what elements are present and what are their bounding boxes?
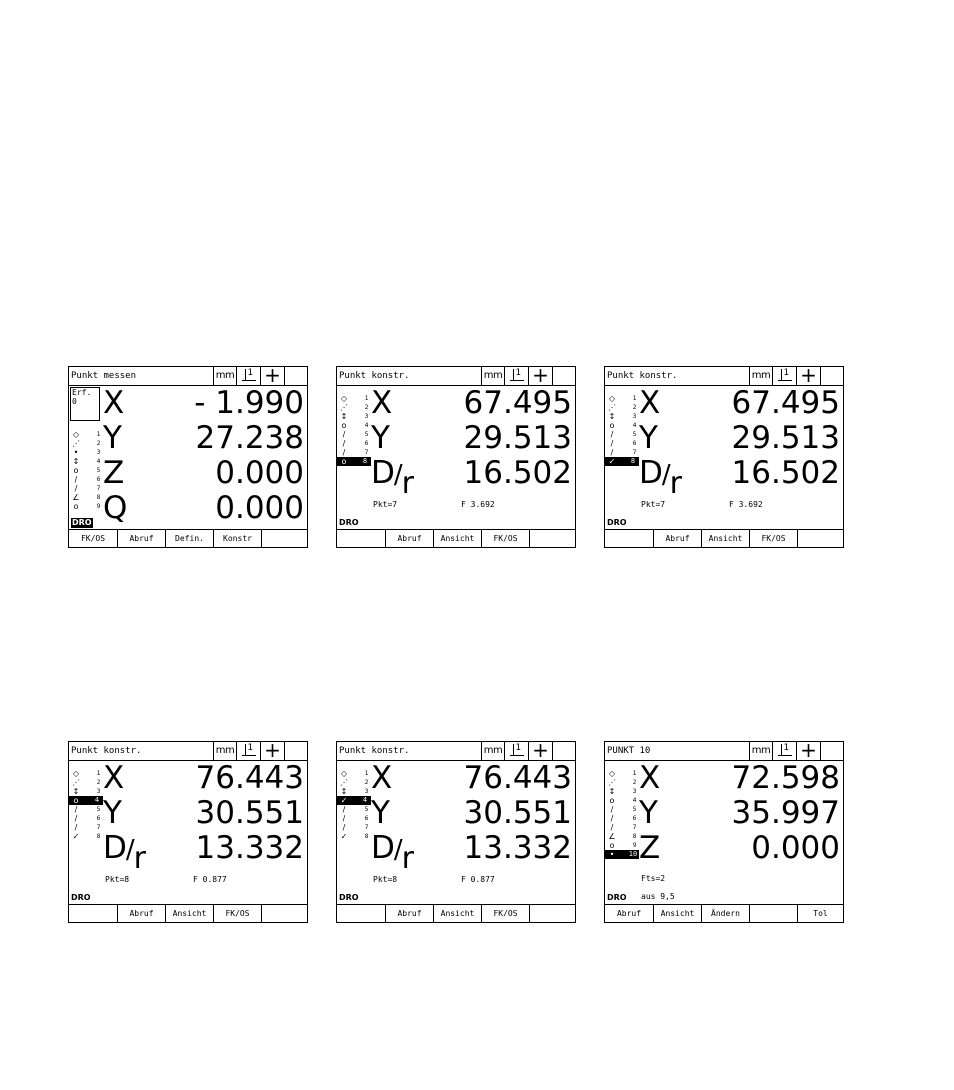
point-icon: • [609,850,615,859]
feature-item[interactable]: / 7 [337,823,371,832]
feature-item-selected[interactable]: ✓ 8 [605,457,639,466]
axis-value: 0.000 [751,830,840,866]
dro-label: DRO [607,893,627,902]
feature-item[interactable]: / 7 [69,484,103,493]
feature-item-selected[interactable]: ✓ 4 [337,796,371,805]
form-error: F 0.877 [193,875,227,884]
feature-item[interactable]: / 7 [337,448,371,457]
axis-label: Y [639,795,657,831]
circle-icon: o [341,421,347,430]
reference-icon: 1 [242,369,256,382]
softkey-bar [337,529,575,547]
feature-item[interactable]: / 5 [605,430,639,439]
axis-label: Z [103,455,124,491]
softkey-1[interactable]: Abruf [616,909,642,918]
unit-toggle-button[interactable]: mm [749,742,772,760]
axis-label: Y [371,795,389,831]
angle-icon: ∠ [72,493,80,502]
axis-row-x [371,386,575,421]
softkey-bar [69,904,307,922]
feature-panel [69,761,103,904]
feature-item[interactable]: o 4 [337,421,371,430]
softkey-4[interactable] [749,905,797,922]
title-bar [69,738,307,762]
form-error: F 3.692 [729,500,763,509]
softkey-3[interactable]: Ansicht [165,905,213,922]
axis-row-x [639,386,843,421]
feature-item[interactable]: / 6 [605,439,639,448]
axis-row-q [103,491,307,526]
crosshair-icon: + [800,363,817,387]
softkey-5[interactable]: Tol [797,905,843,922]
point-icon: • [73,448,79,457]
point-icon: ⋰ [340,778,348,787]
axis-value: 30.551 [195,795,304,831]
softkey-3[interactable]: Ansicht [433,530,481,547]
reference-button[interactable] [504,742,528,760]
feature-panel [605,761,639,904]
reference-button[interactable] [504,367,528,385]
crosshair-button[interactable] [796,363,820,387]
line-icon: / [342,814,346,823]
feature-item[interactable]: ✓ 8 [337,832,371,841]
point-icon: ⋰ [608,778,616,787]
line-icon: / [342,430,346,439]
probe-icon: ◇ [608,769,616,778]
circle-icon: o [73,502,79,511]
axis-value: 72.598 [731,760,840,796]
line-icon: / [74,475,78,484]
feature-list [337,394,371,466]
crosshair-icon: + [800,738,817,762]
dro-label: DRO [71,893,91,902]
line-icon: / [342,448,346,457]
screen-title: Punkt konstr. [607,371,678,381]
axis-label: X [371,385,392,421]
axis-row-y [103,421,307,456]
circle-icon: o [609,796,615,805]
feature-item[interactable]: / 6 [337,439,371,448]
dro-screen-4 [68,738,308,923]
axis-row-z [639,831,843,866]
feature-item[interactable]: ↕ 4 [69,457,103,466]
point-icon: ⋰ [72,778,80,787]
axis-row-diameter [371,455,575,501]
distance-icon: ↕ [72,787,80,796]
line-icon: / [74,484,78,493]
angle-icon: ∠ [608,832,616,841]
feature-item[interactable]: ◇ 1 [69,430,103,439]
softkey-5[interactable] [797,530,843,547]
line-icon: / [342,823,346,832]
checkmark-icon: ✓ [340,796,348,805]
title-blank-box [820,367,843,385]
line-icon: / [610,805,614,814]
axis-value: 29.513 [731,420,840,456]
erf-box [70,387,100,421]
dro-label: DRO [339,893,359,902]
line-icon: / [610,448,614,457]
softkey-4[interactable]: FK/OS [749,530,797,547]
point-count: Pkt=7 [641,500,666,509]
axis-label: X [639,760,660,796]
axis-label: X [371,760,392,796]
line-icon: / [74,814,78,823]
softkey-bar [337,904,575,922]
softkey-3[interactable]: Ändern [701,905,749,922]
probe-icon: ◇ [340,769,348,778]
point-count: Pkt=7 [373,500,398,509]
circle-icon: o [609,421,615,430]
axis-value: 13.332 [463,830,572,866]
distance-icon: ↕ [340,412,348,421]
crosshair-button[interactable] [796,738,820,762]
circle-icon: o [73,796,79,805]
feature-item[interactable]: ⋰ 2 [72,778,101,787]
distance-icon: ↕ [608,412,616,421]
feature-item-selected[interactable]: o 4 [69,796,103,805]
feature-item[interactable]: ✓ 8 [69,832,103,841]
feature-item[interactable]: ◇ 1 [605,769,639,778]
softkey-bar [605,904,843,922]
feature-item[interactable]: ↕ 3 [337,787,371,796]
feature-list [337,769,371,841]
title-blank-box [552,742,575,760]
feature-source: aus 9,5 [641,892,675,901]
axis-value: 27.238 [195,420,304,456]
checkmark-icon: ✓ [72,832,80,841]
axis-row-x [103,761,307,796]
axis-row-y [639,421,843,456]
feature-item[interactable]: ↕ 3 [605,412,639,421]
axis-row-x [639,761,843,796]
title-blank-box [284,367,307,385]
feature-item-selected[interactable]: o 8 [337,457,371,466]
feature-item[interactable]: ∠ 8 [69,493,103,502]
feature-item[interactable]: ⋰ 2 [72,439,101,448]
axis-label: X [103,760,124,796]
softkey-2[interactable]: Abruf [385,905,433,922]
axis-value: 13.332 [195,830,304,866]
title-blank-box [552,367,575,385]
distance-icon: ↕ [340,787,348,796]
title-blank-box [820,742,843,760]
reference-icon: 1 [510,744,524,757]
unit-toggle-button[interactable]: mm [213,367,236,385]
softkey-2[interactable]: Abruf [117,530,165,547]
dro-label: DRO [607,518,627,527]
dro-screen-6 [604,738,844,923]
feature-item[interactable]: o 5 [69,466,103,475]
feature-item[interactable]: ⋰ 2 [608,778,637,787]
feature-panel [337,761,371,904]
softkey-1[interactable] [69,905,117,922]
softkey-1[interactable] [337,905,385,922]
softkey-5[interactable] [261,530,307,547]
feature-panel [605,386,639,529]
axis-row-x [103,386,307,421]
crosshair-button[interactable] [260,363,284,387]
line-icon: / [74,805,78,814]
feature-item[interactable]: / 5 [337,430,371,439]
feature-item[interactable]: ↕ 3 [69,787,103,796]
softkey-2[interactable]: Ansicht [653,905,701,922]
axis-row-diameter [639,455,843,501]
softkey-1[interactable] [605,530,653,547]
axis-value: 67.495 [731,385,840,421]
axis-value: 76.443 [195,760,304,796]
crosshair-icon: + [264,363,281,387]
axis-value: 35.997 [731,795,840,831]
reference-icon: 1 [778,369,792,382]
probe-icon: ◇ [72,769,80,778]
feature-item[interactable]: o 4 [605,421,639,430]
reference-button[interactable] [236,367,260,385]
title-bar [605,738,843,762]
axis-value: 16.502 [731,455,840,491]
softkey-3[interactable]: Ansicht [433,905,481,922]
circle-icon: o [609,841,615,850]
axis-label: Y [103,420,121,456]
softkey-3[interactable]: Ansicht [701,530,749,547]
axis-value: - 1.990 [194,385,304,421]
feature-item[interactable]: ∠ 8 [605,832,639,841]
title-bar [337,363,575,387]
feature-item[interactable]: ◇ 1 [337,394,371,403]
dro-label: DRO [72,518,92,527]
feature-item[interactable]: o 9 [69,502,103,511]
axis-value: 0.000 [215,455,304,491]
probe-icon: ◇ [340,394,348,403]
axis-label: X [639,385,660,421]
line-icon: / [610,439,614,448]
feature-item[interactable]: / 7 [69,823,103,832]
feature-item[interactable]: / 6 [69,475,103,484]
axis-label: X [103,385,124,421]
dro-screen-5 [336,738,576,923]
distance-icon: ↕ [608,787,616,796]
crosshair-icon: + [532,363,549,387]
screen-title: Punkt messen [71,371,137,381]
feature-item[interactable]: ◇ 1 [337,769,371,778]
probe-icon: ◇ [72,430,80,439]
axis-value: 30.551 [463,795,572,831]
line-icon: / [610,814,614,823]
dro-screen-1 [68,363,308,548]
point-icon: ⋰ [72,439,80,448]
screen-title: PUNKT 10 [607,746,651,756]
feature-item[interactable]: ◇ 1 [605,394,639,403]
unit-toggle-button[interactable]: mm [213,742,236,760]
axis-value: 0.000 [215,490,304,526]
softkey-1[interactable] [337,530,385,547]
feature-item[interactable]: o 9 [605,841,639,850]
dro-screen-2 [336,363,576,548]
unit-toggle-button[interactable]: mm [481,742,504,760]
feature-item[interactable]: / 6 [605,814,639,823]
softkey-1[interactable]: FK/OS [80,534,106,543]
unit-toggle-button[interactable]: mm [481,367,504,385]
axis-row-x [371,761,575,796]
softkey-5[interactable] [529,905,575,922]
reference-icon: 1 [510,369,524,382]
unit-toggle-button[interactable]: mm [749,367,772,385]
circle-icon: o [73,466,79,475]
crosshair-icon: + [532,738,549,762]
softkey-2[interactable]: Abruf [117,905,165,922]
axis-label: Y [371,420,389,456]
crosshair-button[interactable] [528,738,552,762]
softkey-bar [69,529,307,547]
axis-label: Z [639,830,660,866]
softkey-2[interactable]: Abruf [385,530,433,547]
feature-item[interactable]: ↕ 3 [605,787,639,796]
feature-item[interactable]: ↕ 3 [337,412,371,421]
reference-button[interactable] [772,742,796,760]
feature-item[interactable]: ⋰ 2 [340,778,369,787]
line-icon: / [342,805,346,814]
point-count: Pkt=8 [105,875,130,884]
reference-button[interactable] [772,367,796,385]
erf-label: Erf. [72,388,92,397]
axis-row-z [103,456,307,491]
feature-panel [337,386,371,529]
reference-button[interactable] [236,742,260,760]
dro-screen-3 [604,363,844,548]
axis-label: Y [103,795,121,831]
title-bar [337,738,575,762]
axis-label: Q [103,490,127,526]
softkey-4[interactable]: FK/OS [481,530,529,547]
feature-list [605,394,639,466]
feature-item-selected[interactable]: • 10 [605,850,639,859]
feature-list [69,430,103,511]
feature-item[interactable]: o 4 [605,796,639,805]
distance-icon: ↕ [72,457,80,466]
feature-item[interactable]: ⋰ 2 [608,403,637,412]
axis-row-y [371,421,575,456]
axis-label: D/r [371,830,413,876]
axis-value: 76.443 [463,760,572,796]
crosshair-button[interactable] [260,738,284,762]
axis-label: Y [639,420,657,456]
axis-label: D/r [639,455,681,501]
title-bar [605,363,843,387]
feature-item[interactable]: / 7 [605,448,639,457]
line-icon: / [610,823,614,832]
checkmark-icon: ✓ [608,457,616,466]
line-icon: / [610,430,614,439]
feature-list [605,769,639,859]
softkey-4[interactable]: Konstr [213,530,261,547]
form-error: F 0.877 [461,875,495,884]
feature-count: Fts=2 [641,874,666,883]
feature-item[interactable]: ⋰ 2 [340,403,369,412]
crosshair-button[interactable] [528,363,552,387]
feature-item[interactable]: / 6 [69,814,103,823]
axis-row-diameter [103,830,307,876]
softkey-2[interactable]: Abruf [653,530,701,547]
feature-item[interactable]: / 5 [337,805,371,814]
softkey-3[interactable]: Defin. [165,530,213,547]
softkey-4[interactable]: FK/OS [213,905,261,922]
title-blank-box [284,742,307,760]
point-icon: ⋰ [608,403,616,412]
feature-item[interactable]: / 7 [605,823,639,832]
screen-title: Punkt konstr. [339,746,410,756]
feature-item[interactable]: / 5 [69,805,103,814]
axis-value: 67.495 [463,385,572,421]
softkey-5[interactable] [529,530,575,547]
screen-title: Punkt konstr. [339,371,410,381]
softkey-4[interactable]: FK/OS [481,905,529,922]
reference-icon: 1 [778,744,792,757]
axis-value: 16.502 [463,455,572,491]
probe-icon: ◇ [608,394,616,403]
feature-item[interactable]: ◇ 1 [69,769,103,778]
softkey-bar [605,529,843,547]
axis-row-y [639,796,843,831]
axis-row-diameter [371,830,575,876]
feature-panel [69,386,103,529]
point-count: Pkt=8 [373,875,398,884]
title-bar [69,363,307,387]
feature-item[interactable]: • 3 [69,448,103,457]
line-icon: / [74,823,78,832]
point-icon: ⋰ [340,403,348,412]
feature-list [69,769,103,841]
screen-title: Punkt konstr. [71,746,142,756]
axis-row-y [371,796,575,831]
erf-value: 0 [72,397,77,406]
circle-icon: o [341,457,347,466]
feature-item[interactable]: / 6 [337,814,371,823]
softkey-5[interactable] [261,905,307,922]
reference-icon: 1 [242,744,256,757]
dro-label: DRO [339,518,359,527]
axis-label: D/r [371,455,413,501]
checkmark-icon: ✓ [340,832,348,841]
axis-row-y [103,796,307,831]
axis-value: 29.513 [463,420,572,456]
feature-item[interactable]: / 5 [605,805,639,814]
crosshair-icon: + [264,738,281,762]
line-icon: / [342,439,346,448]
axis-label: D/r [103,830,145,876]
form-error: F 3.692 [461,500,495,509]
